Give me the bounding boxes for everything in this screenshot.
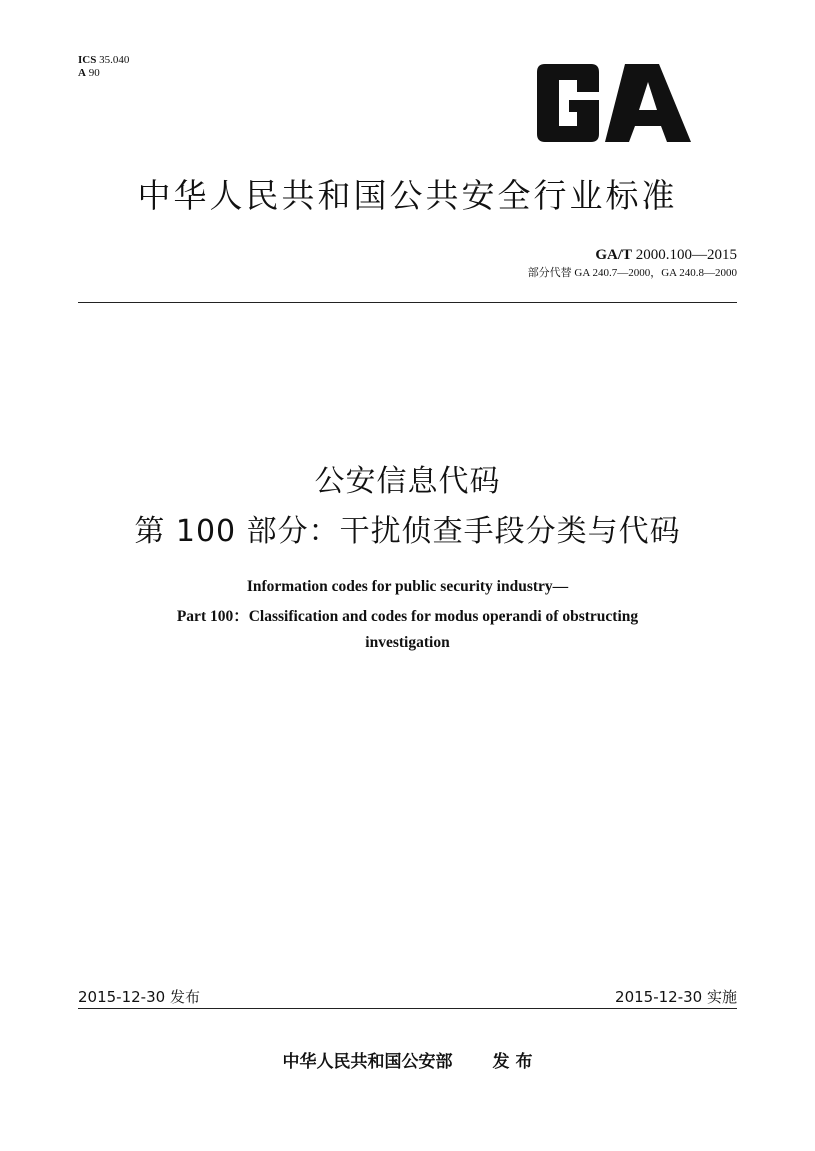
class-label: A [78,67,86,79]
ga-logo-a-letter [605,64,691,142]
standard-prefix: GA/T [595,247,632,263]
standard-number-block [528,247,737,280]
issuer-action: 发 布 [492,1052,533,1072]
title-cn-line2: 第 100 部分：干扰侦查手段分类与代码 [134,514,681,549]
title-en-line1: Information codes for public security industry— [246,578,569,595]
ics-classification [78,54,129,80]
standard-number: 2000.100—2015 [635,247,737,263]
issuer-line [0,1047,815,1072]
replaces-note: 部分代替 GA 240.7—2000，GA 240.8—2000 [527,267,737,279]
title-en-line3: investigation [365,634,450,651]
ga-logo [533,62,693,144]
issuer-name: 中华人民共和国公安部 [282,1052,453,1072]
effective-date: 2015-12-30 实施 [615,988,737,1006]
ga-logo-g-letter [537,64,599,142]
footer-divider [78,1008,737,1009]
title-cn-line1: 公安信息代码 [314,464,501,499]
ics-value: 35.040 [99,54,130,66]
issue-date: 2015-12-30 发布 [78,988,200,1006]
header-divider [78,302,737,303]
title-en-line2: Part 100：Classification and codes for modus operandi of obstructing [176,608,639,625]
class-value: 90 [88,67,100,79]
org-title: 中华人民共和国公共安全行业标准 [137,176,678,215]
ga-logo-text: GA [533,62,535,63]
ics-label: ICS [78,54,97,66]
